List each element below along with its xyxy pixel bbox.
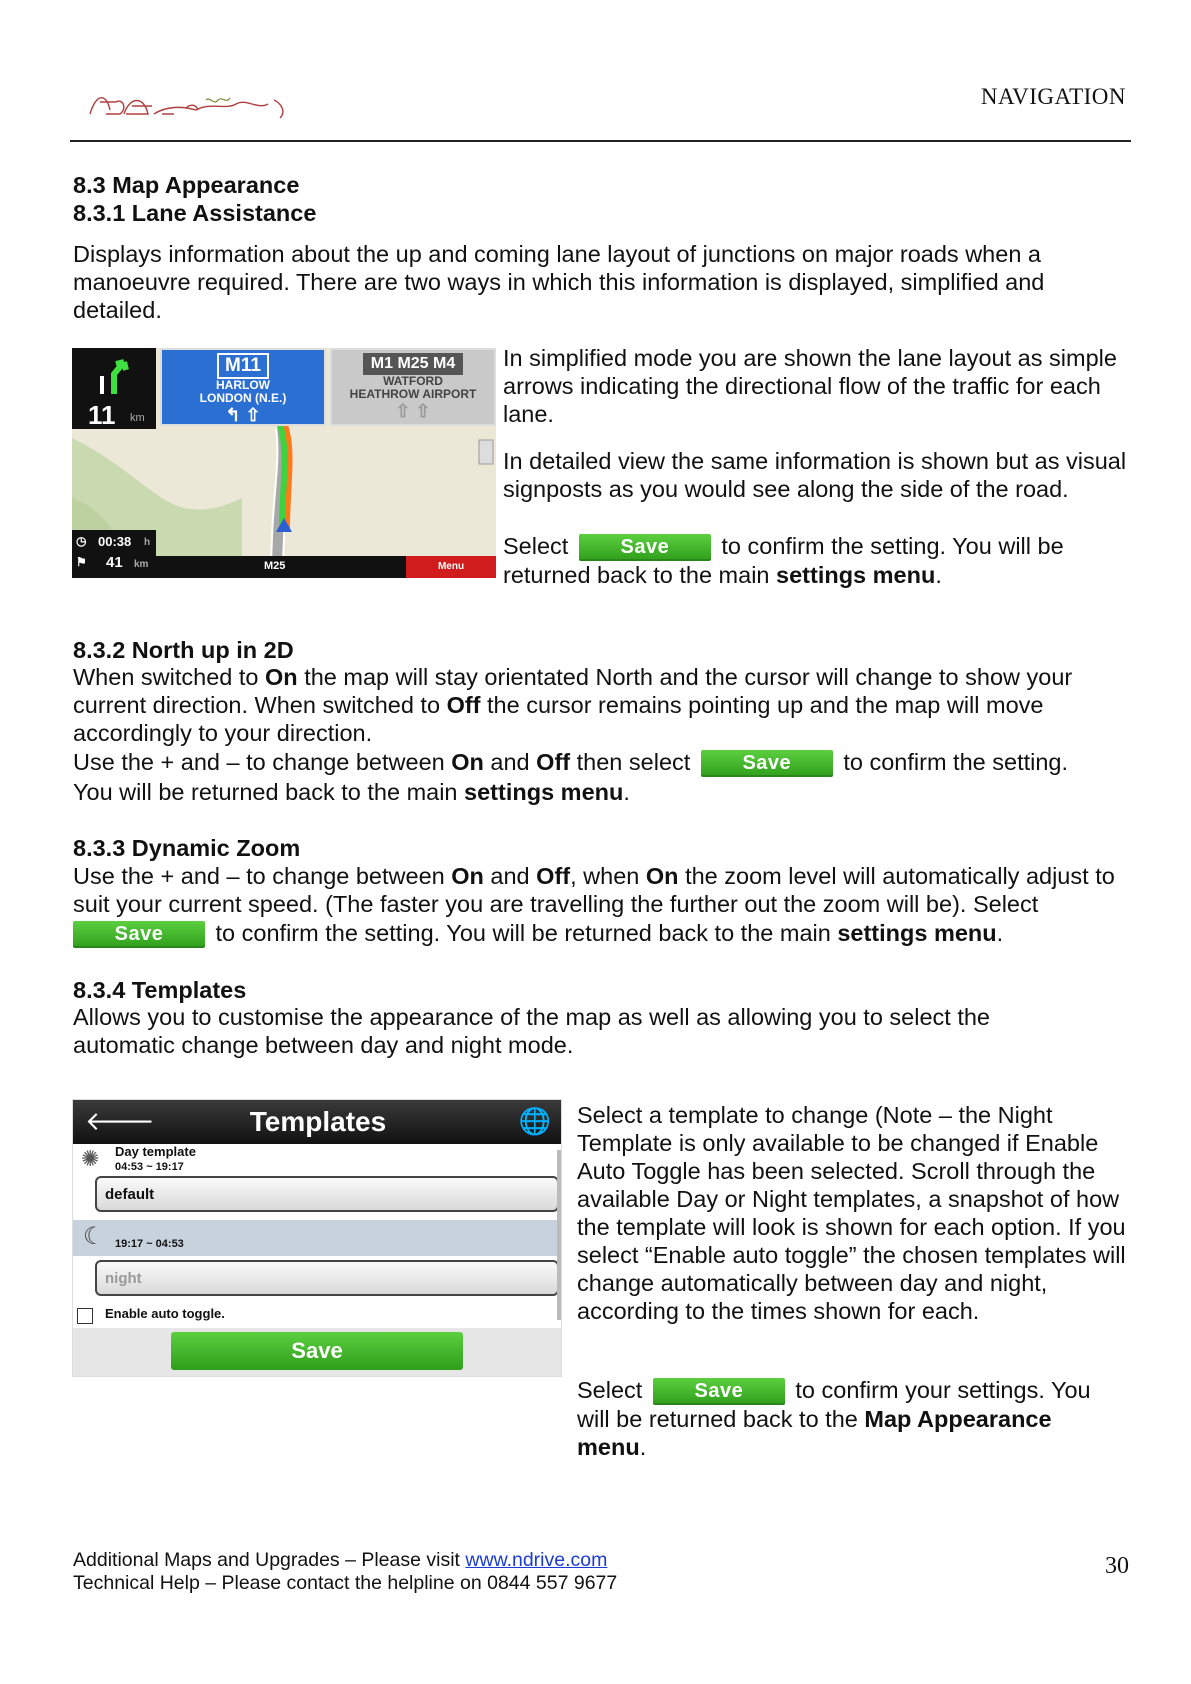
templates-save-instruction: Select Save to confirm your settings. You will be returned back to the Map Appearance menu.: [577, 1377, 1091, 1461]
instruction-text: to confirm the setting. You will be returned back to the main: [503, 533, 1064, 589]
menu-button[interactable]: Menu: [406, 556, 496, 578]
signpost-destination: HEATHROW AIRPORT: [349, 387, 477, 401]
time-unit: h: [144, 537, 151, 548]
lane-assistance-save-instruction: Select Save to confirm the setting. You will be returned back to the main settings menu.: [503, 533, 1064, 589]
save-button[interactable]: Save: [73, 921, 205, 948]
remaining-unit: km: [134, 559, 149, 570]
select-word: Select: [503, 533, 569, 559]
save-button[interactable]: Save: [579, 534, 711, 561]
dynamic-zoom-paragraph: Use the + and – to change between On and Off, when On the zoom level will automatically adjust to suit your current speed. (The faster you are travelling the further out the zoom will be). Select: [73, 863, 1115, 917]
templates-intro: Allows you to customise the appearance of the map as well as allowing you to select the automatic change between day and night mode.: [73, 1004, 991, 1058]
signpost-road: M1 M25 M4: [363, 353, 463, 375]
signpost-road: M11: [217, 353, 269, 379]
current-road: M25: [264, 560, 286, 572]
page-number: 30: [1105, 1553, 1129, 1579]
finish-flag-icon: ⚑: [76, 555, 87, 569]
distance-unit: km: [130, 412, 145, 424]
settings-menu-text: settings menu: [464, 779, 624, 805]
sun-icon: ✺: [81, 1146, 100, 1171]
map-appearance-menu-text: Map Appearance menu: [577, 1406, 1052, 1461]
remaining-distance: 41: [106, 554, 123, 571]
settings-menu-text: settings menu: [837, 920, 997, 946]
templates-title: Templates: [249, 1106, 387, 1137]
bottom-bar: [156, 556, 496, 578]
north-up-save-instruction: Use the + and – to change between On and Off then select Save to confirm the setting.: [73, 748, 1133, 777]
dynamic-zoom-save-instruction: Save to confirm the setting. You will be returned back to the main settings menu.: [73, 919, 1133, 948]
north-up-return-text: You will be returned back to the main settings menu.: [73, 779, 630, 805]
detailed-view-text: In detailed view the same information is shown but as visual signposts as you would see along the side of the road.: [503, 448, 1127, 502]
subsection-title-dynamic-zoom: 8.3.3 Dynamic Zoom: [73, 835, 301, 861]
turn-indicator-panel: [72, 348, 156, 429]
distance-value: 11: [88, 400, 116, 430]
section-header-label: NAVIGATION: [980, 84, 1126, 109]
signpost-blue: [160, 348, 326, 426]
day-template-label: Day template: [115, 1144, 196, 1159]
header-divider: [70, 140, 1131, 142]
night-template-select[interactable]: night: [95, 1260, 559, 1296]
day-template-select[interactable]: default: [95, 1176, 559, 1212]
trip-stats-panel: [72, 530, 156, 578]
signpost-grey: [330, 348, 496, 426]
clock-icon: ◷: [76, 534, 87, 548]
signpost-destination: LONDON (N.E.): [199, 391, 287, 405]
lane-arrows-icon: ↰ ⇧: [225, 405, 261, 425]
globe-icon[interactable]: 🌐: [518, 1106, 551, 1136]
scrollbar[interactable]: [557, 1150, 561, 1320]
templates-description: Select a template to change (Note – the Night Template is only available to be changed if Enable Auto Toggle has been selected. Scroll through the available Day or Night templates, a snapshot of how the template will look is shown for each option. If you select “Enable auto toggle” the chosen templates will change automatically between day and night, according to the times shown for each.: [577, 1102, 1126, 1324]
templates-titlebar: [73, 1100, 562, 1144]
ndrive-link[interactable]: www.ndrive.com: [465, 1549, 608, 1571]
signpost-destination: HARLOW: [216, 378, 270, 392]
subsection-title-north-up: 8.3.2 North up in 2D: [73, 637, 294, 663]
auto-toggle-checkbox[interactable]: [77, 1308, 93, 1324]
footer-line-1: Additional Maps and Upgrades – Please visit www.ndrive.com: [73, 1549, 608, 1571]
section-title: 8.3 Map Appearance: [73, 172, 300, 198]
templates-save-button[interactable]: Save: [171, 1332, 463, 1370]
footer-line-2: Technical Help – Please contact the helpline on 0844 557 9677: [73, 1572, 618, 1594]
turn-arrow-icon: [92, 354, 132, 396]
back-arrow-icon[interactable]: 🡐: [85, 1106, 155, 1136]
auto-toggle-label: Enable auto toggle.: [105, 1306, 225, 1321]
lane-assistance-screenshot: [72, 348, 496, 578]
subsection-title-templates: 8.3.4 Templates: [73, 977, 247, 1003]
night-template-times: 19:17 ~ 04:53: [115, 1238, 184, 1250]
moon-icon: ☾: [83, 1223, 105, 1250]
settings-menu-text: settings menu: [776, 562, 936, 589]
save-button[interactable]: Save: [653, 1378, 785, 1405]
subsection-title-lane-assistance: 8.3.1 Lane Assistance: [73, 200, 317, 226]
lane-arrows-icon: ⇧ ⇧: [395, 401, 431, 421]
templates-screenshot: [72, 1099, 562, 1377]
north-up-paragraph: When switched to On the map will stay orientated North and the cursor will change to show your current direction. When switched to Off the cursor remains pointing up and the map will move accordingly to your direction.: [73, 664, 1073, 746]
day-template-times: 04:53 ~ 19:17: [115, 1161, 184, 1173]
time-remaining: 00:38: [98, 534, 132, 549]
save-button[interactable]: Save: [701, 750, 833, 777]
signpost-destination: WATFORD: [383, 374, 443, 388]
lane-assistance-intro: Displays information about the up and coming lane layout of junctions on major roads when a manoeuvre required. There are two ways in which this information is displayed, simplified and detailed.: [73, 241, 1045, 323]
simplified-mode-text: In simplified mode you are shown the lane layout as simple arrows indicating the directional flow of the traffic for each lane.: [503, 345, 1117, 427]
logo-image: [86, 84, 301, 126]
